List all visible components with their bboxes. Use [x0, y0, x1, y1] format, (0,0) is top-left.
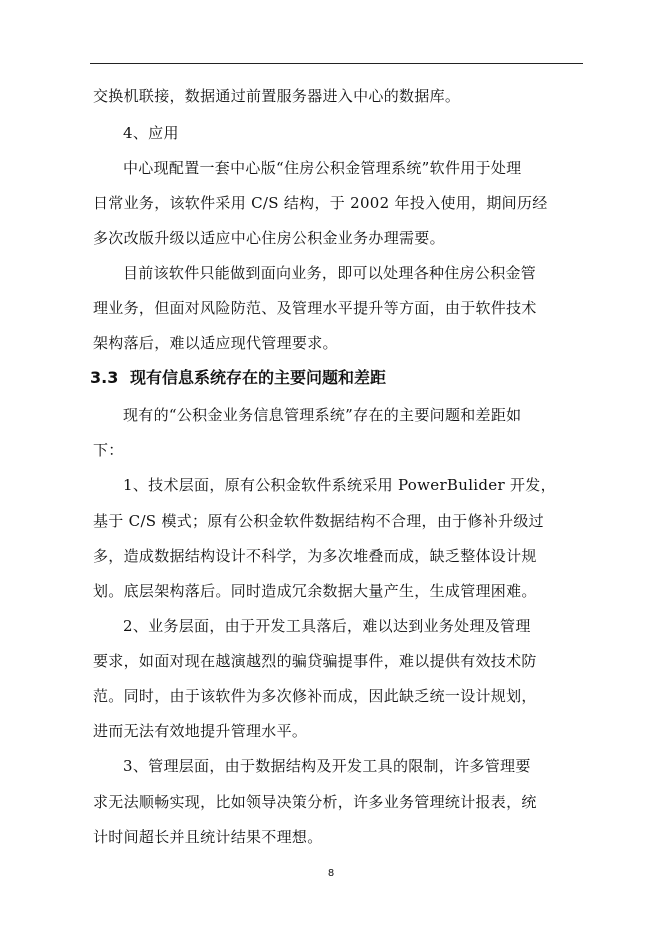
- paragraph-line: 计时间超长并且统计结果不理想。: [93, 828, 323, 846]
- paragraph-line: 3、管理层面，由于数据结构及开发工具的限制，许多管理要: [123, 757, 531, 775]
- paragraph-line: 求无法顺畅实现，比如领导决策分析，许多业务管理统计报表，统: [93, 793, 537, 811]
- paragraph-line: 基于 C/S 模式；原有公积金软件数据结构不合理，由于修补升级过: [93, 512, 544, 530]
- page-number: 8: [327, 868, 335, 879]
- paragraph-line: 目前该软件只能做到面向业务，即可以处理各种住房公积金管: [123, 264, 537, 282]
- section-number: 3.3: [90, 368, 119, 387]
- paragraph-line: 范。同时，由于该软件为多次修补而成，因此缺乏统一设计规划，: [93, 687, 537, 705]
- paragraph-line: 中心现配置一套中心版“住房公积金管理系统”软件用于处理: [123, 159, 522, 177]
- paragraph-line: 理业务，但面对风险防范、及管理水平提升等方面，由于软件技术: [93, 299, 537, 317]
- paragraph-line: 进而无法有效地提升管理水平。: [93, 722, 308, 740]
- paragraph-line: 下：: [93, 441, 124, 459]
- section-heading: [90, 368, 386, 388]
- paragraph-line: 架构落后，难以适应现代管理要求。: [93, 334, 338, 352]
- paragraph-line: 1、技术层面，原有公积金软件系统采用 PowerBulider 开发，: [123, 476, 556, 494]
- paragraph-line: 2、业务层面，由于开发工具落后，难以达到业务处理及管理: [123, 617, 531, 635]
- paragraph-line: 现有的“公积金业务信息管理系统”存在的主要问题和差距如: [123, 406, 522, 424]
- header-rule: [90, 63, 583, 64]
- paragraph-line: 多，造成数据结构设计不科学，为多次堆叠而成，缺乏整体设计规: [93, 547, 537, 565]
- subsection-heading-application: 4、应用: [123, 124, 179, 142]
- paragraph-line: 要求，如面对现在越演越烈的骗贷骗提事件，难以提供有效技术防: [93, 652, 537, 670]
- paragraph-line: 划。底层架构落后。同时造成冗余数据大量产生，生成管理困难。: [93, 582, 537, 600]
- paragraph-line: 日常业务，该软件采用 C/S 结构，于 2002 年投入使用，期间历经: [93, 194, 548, 212]
- section-title: 现有信息系统存在的主要问题和差距: [130, 368, 387, 387]
- paragraph-line: 交换机联接，数据通过前置服务器进入中心的数据库。: [93, 87, 461, 105]
- paragraph-line: 多次改版升级以适应中心住房公积金业务办理需要。: [93, 229, 445, 247]
